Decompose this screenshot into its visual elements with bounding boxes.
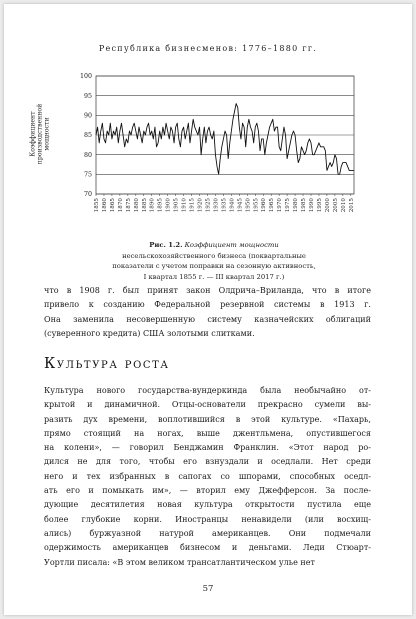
text-line: крытой и динамичной. Отцы-основатели прекрасно сумели вы- [44, 400, 371, 410]
x-tick-label: 1955 [253, 198, 260, 213]
y-tick-label: 90 [83, 112, 92, 120]
caption-line: несельскохозяйственного бизнеса (поквартальные [122, 251, 306, 260]
y-tick-label: 75 [83, 171, 92, 179]
x-tick-label: 1880 [133, 198, 140, 213]
page-number: 57 [202, 584, 214, 594]
text-line: ались) буржуазной натурой американцев. Они подмечали [44, 528, 371, 538]
text-line: одержимость американцев бизнесом и деньгами. Леди Стюарт- [44, 543, 371, 553]
x-tick-label: 1965 [269, 198, 276, 213]
x-tick-label: 1995 [316, 198, 323, 213]
x-tick-label: 2005 [332, 198, 339, 213]
x-tick-label: 1980 [293, 198, 300, 213]
chart-y-axis-label-word: Коэффициент [29, 111, 37, 157]
x-tick-label: 1910 [181, 198, 188, 213]
chart-y-axis-label [30, 104, 51, 164]
y-tick-label: 95 [83, 92, 92, 100]
text-line: Она заменила несовершенную систему казначейских облигаций [44, 314, 371, 324]
x-tick-label: 1950 [245, 198, 252, 213]
text-line: на колени», — говорил Бенджамин Франклин. «Этот народ ро- [44, 443, 371, 453]
x-tick-label: 1885 [141, 198, 148, 213]
x-tick-label: 1855 [94, 198, 100, 213]
series-line [96, 104, 354, 175]
y-tick-label: 100 [79, 73, 92, 81]
caption-line: показатели с учетом поправки на сезонную активность, [112, 262, 316, 270]
text-line: что в 1908 г. был принят закон Олдрича–Вриланда, что в итоге [44, 286, 371, 295]
y-tick-label: 85 [83, 132, 92, 140]
text-line: него и тех избранных в сапогах со шпорами, способных оседл- [44, 471, 371, 481]
x-tick-label: 1985 [301, 198, 308, 213]
chart-y-axis-label-word: производственной [36, 103, 44, 165]
x-tick-label: 1870 [117, 198, 124, 213]
x-tick-label: 1960 [261, 198, 268, 213]
x-tick-label: 1940 [229, 198, 236, 213]
figure-caption [64, 240, 364, 282]
x-tick-label: 2000 [324, 198, 331, 213]
y-tick-label: 80 [83, 151, 92, 159]
x-tick-label: 1970 [277, 198, 284, 213]
section-heading: Культура роста [44, 356, 170, 372]
text-line: более глубокие корни. Иностранцы ненавидели (или восхищ- [44, 514, 371, 524]
x-tick-label: 1860 [101, 198, 108, 213]
x-tick-label: 1895 [157, 198, 164, 213]
x-tick-label: 1920 [197, 198, 204, 213]
x-tick-label: 1915 [189, 198, 196, 213]
x-tick-label: 1875 [125, 198, 132, 213]
text-line: Культура нового государства-вундеркинда была необычайно от- [44, 386, 371, 395]
text-line: привело к созданию Федеральной резервной системы в 1913 г. [44, 300, 371, 310]
x-tick-label: 1890 [149, 198, 156, 213]
capacity-chart [36, 66, 366, 238]
x-tick-label: 2010 [340, 198, 347, 213]
running-header: Республика бизнесменов: 1776–1880 гг. [98, 44, 318, 53]
x-tick-label: 1905 [173, 198, 180, 213]
text-line: Уортли писала: «В этом великом трансатлантическом улье нет [44, 557, 315, 567]
chart-y-axis-label-word: мощности [43, 117, 51, 151]
x-tick-label: 1990 [309, 198, 315, 213]
caption-title: Коэффициент мощности [184, 241, 279, 249]
caption-line: I квартал 1855 г. — III квартал 2017 г.) [143, 272, 285, 281]
x-tick-label: 1935 [221, 198, 228, 213]
text-line: (суверенного кредита) США золотыми слитками. [44, 328, 255, 338]
text-line: дующие десятилетия новая культура открытости пустила еще [44, 500, 371, 510]
body-paragraph [44, 284, 371, 341]
x-tick-label: 2015 [348, 198, 355, 213]
text-line: разить дух времени, воплотившийся в этой культуре. «Пахарь, [44, 414, 371, 424]
text-line: ать его и помыкать им», — вторил ему Джефферсон. За после- [44, 486, 371, 496]
y-tick-label: 70 [83, 191, 92, 199]
text-line: прямо стоящий на ногах, выше джентльмена, опустившегося [44, 428, 371, 438]
body-paragraph [44, 384, 371, 570]
caption-label: Рис. 1.2. [149, 241, 183, 249]
x-tick-label: 1900 [165, 198, 172, 213]
book-page [4, 4, 412, 615]
x-tick-label: 1945 [237, 198, 244, 213]
x-tick-label: 1930 [213, 198, 220, 213]
text-line: дился не для того, чтобы его взнуздали и оседлали. Нет среди [44, 457, 371, 467]
x-tick-label: 1975 [285, 198, 292, 213]
x-tick-label: 1865 [109, 198, 116, 213]
x-tick-label: 1925 [205, 198, 212, 213]
